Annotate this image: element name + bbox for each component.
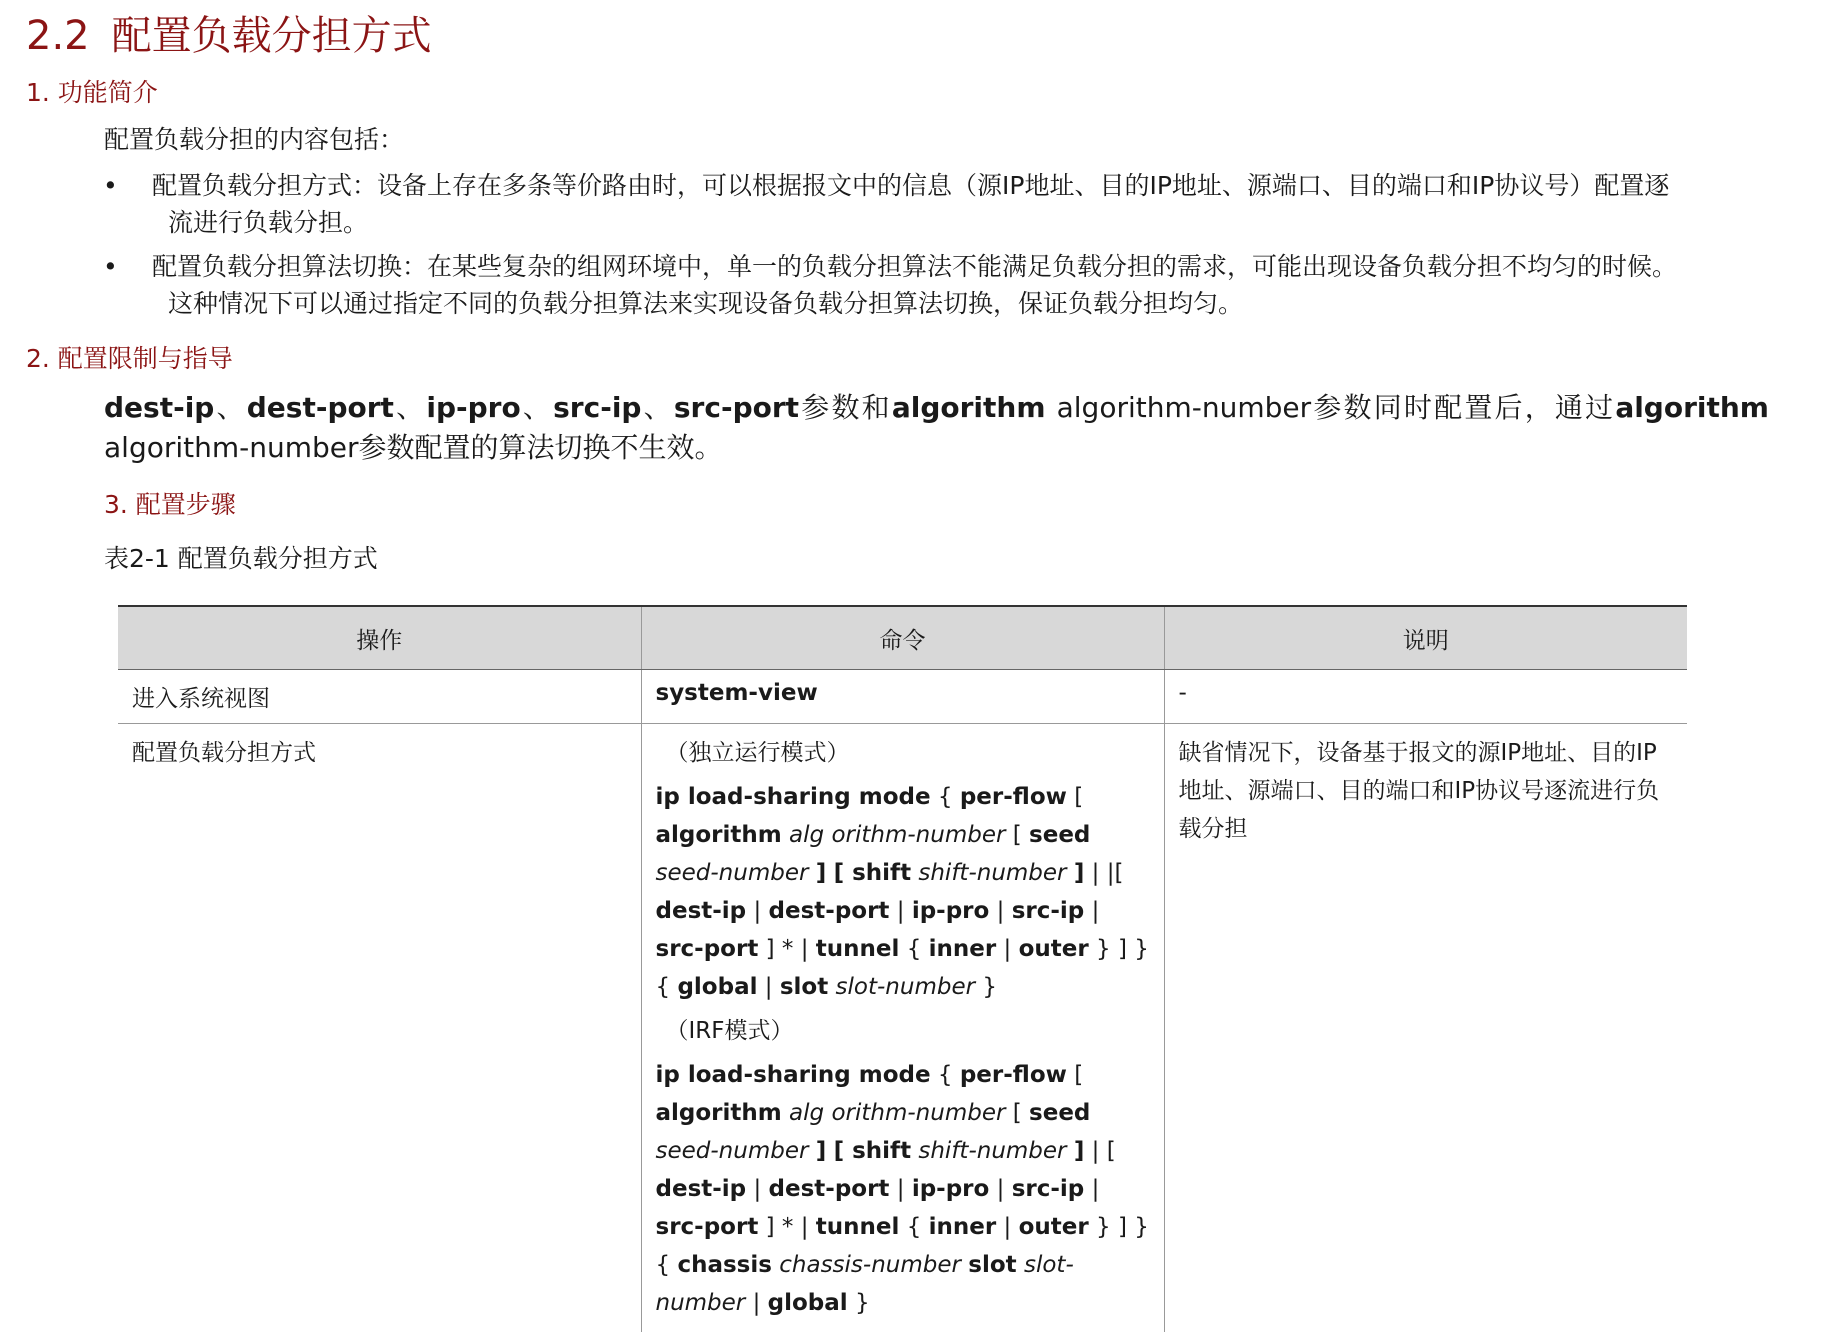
table-row <box>118 724 1687 1332</box>
table-header-row <box>118 606 1687 670</box>
subsection-title-intro: 1. 功能简介 <box>26 73 158 109</box>
subsection-title-restrictions: 2. 配置限制与指导 <box>26 339 233 375</box>
table-caption: 表2-1 配置负载分担方式 <box>104 539 378 575</box>
config-table <box>118 605 1687 1332</box>
intro-text: 配置负载分担的内容包括： <box>104 121 404 158</box>
column-header-description: 说明 <box>1164 606 1687 670</box>
bullet-icon: • <box>103 248 118 285</box>
list-item <box>103 248 1763 324</box>
column-header-command: 命令 <box>641 606 1164 670</box>
mode-label-irf: （IRF模式） <box>656 1012 1150 1050</box>
subsection-title-steps: 3. 配置步骤 <box>104 485 236 521</box>
mode-label-standalone: （独立运行模式） <box>656 734 1150 772</box>
section-heading <box>26 4 432 61</box>
column-header-operation: 操作 <box>118 606 641 670</box>
cell-description: - <box>1164 670 1687 724</box>
cell-operation: 配置负载分担方式 <box>118 724 641 1332</box>
cell-command: system-view <box>641 670 1164 724</box>
list-item <box>103 167 1763 243</box>
list-item-text: 配置负载分担方式：设备上存在多条等价路由时，可以根据报文中的信息（源IP地址、目的IP地址、源端口、目的端口和IP协议号）配置逐 流进行负载分担。 <box>152 167 1763 241</box>
list-item-text: 配置负载分担算法切换：在某些复杂的组网环境中，单一的负载分担算法不能满足负载分担的需求，可能出现设备负载分担不均匀的时候。 这种情况下可以通过指定不同的负载分担算法来实现设备负载分担算法切换，保证负载分担均匀。 <box>152 248 1763 322</box>
cell-description: 缺省情况下，设备基于报文的源IP地址、目的IP地址、源端口、目的端口和IP协议号逐流进行负载分担 <box>1164 724 1687 1332</box>
cell-operation: 进入系统视图 <box>118 670 641 724</box>
bullet-icon: • <box>103 167 118 204</box>
section-title: 配置负载分担方式 <box>112 13 432 59</box>
section-number: 2.2 <box>26 13 90 59</box>
command-syntax-standalone: ip load-sharing mode { per-flow [ algorithm alg orithm-number [ seed seed-number ] [ shift shift-number ] | |[ dest-ip | dest-port | ip-pro | src-ip | src-port ] * | tunnel { inner | outer } ] } { global | slot slot-number } <box>656 778 1150 1006</box>
table-row <box>118 670 1687 724</box>
restriction-text: dest-ip、dest-port、ip-pro、src-ip、src-port参数和algorithm algorithm-number参数同时配置后，通过algorithm algorithm-number参数配置的算法切换不生效。 <box>104 388 1769 468</box>
command-syntax-irf: ip load-sharing mode { per-flow [ algorithm alg orithm-number [ seed seed-number ] [ shift shift-number ] | [ dest-ip | dest-port | ip-pro | src-ip | src-port ] * | tunnel { inner | outer } ] } { chassis chassis-number slot slot-number | global } <box>656 1056 1150 1322</box>
cell-command <box>641 724 1164 1332</box>
